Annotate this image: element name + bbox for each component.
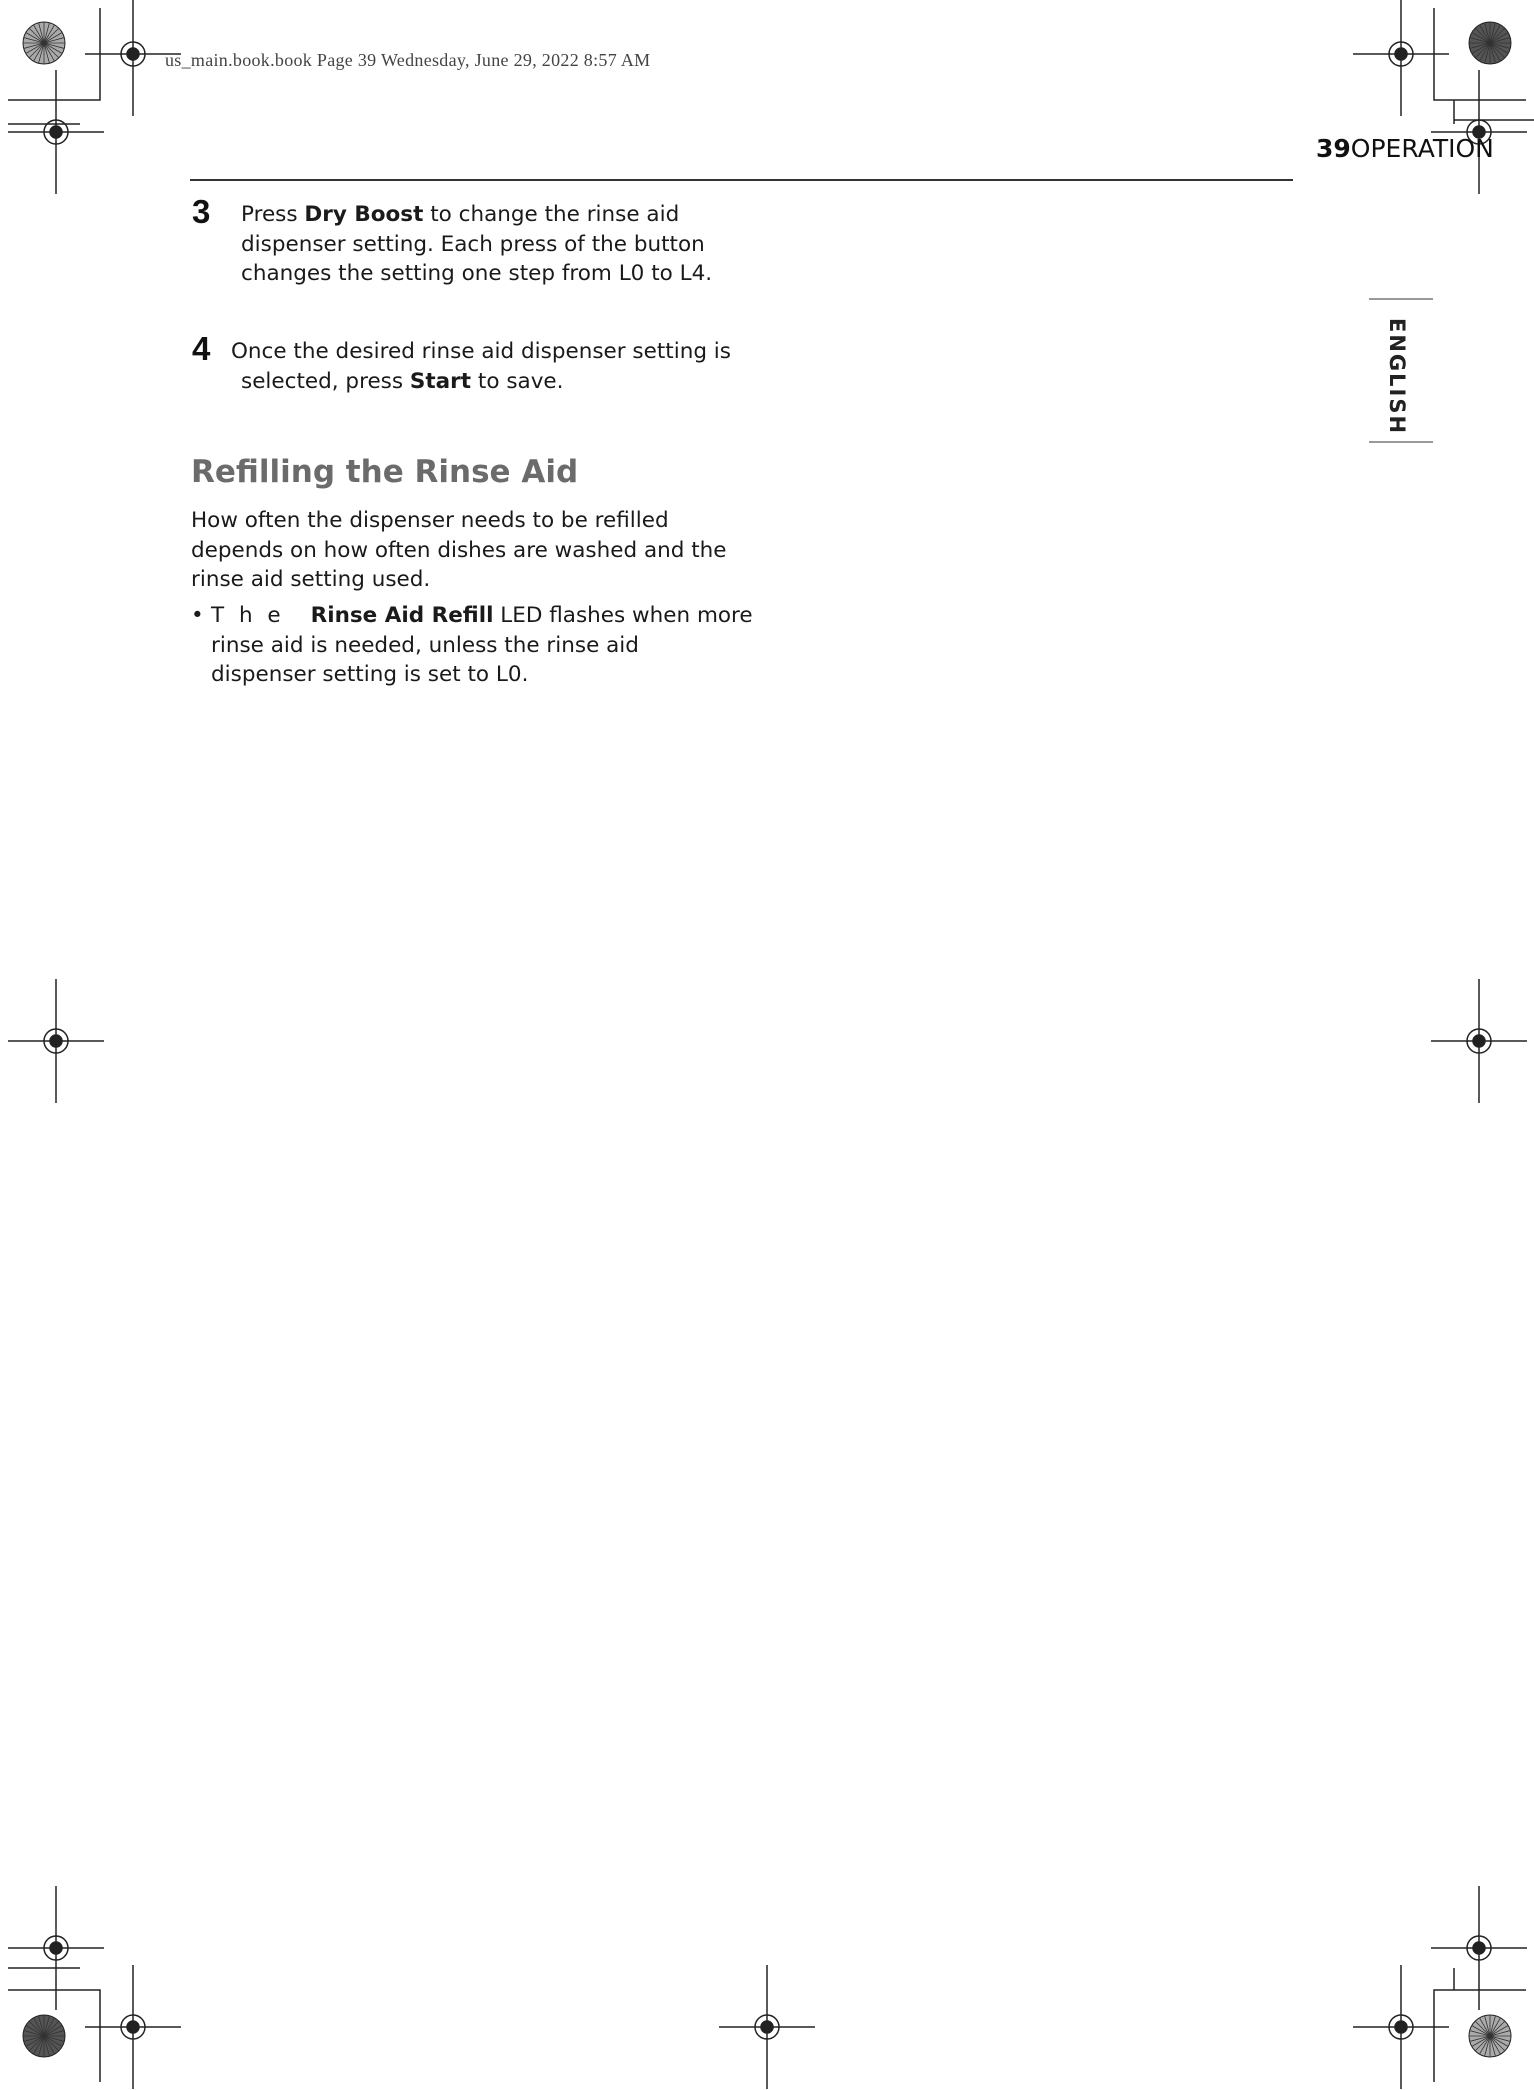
section-body: How often the dispenser needs to be refilled depends on how often dishes are washed and the rinse aid setting used. (191, 508, 727, 592)
registration-target-icon (23, 22, 65, 64)
crosshair-icon (1431, 70, 1527, 194)
crosshair-icon (8, 979, 104, 1103)
language-tab-top-rule (1369, 298, 1433, 300)
registration-target-icon (23, 2015, 65, 2057)
step-3-text: Press Dry Boost to change the rinse aid dispenser setting. Each press of the button changes the setting one step from L0 to L4. (241, 202, 713, 286)
bullet-item: • T h e Rinse Aid Refill LED flashes when more rinse aid is needed, unless the rinse aid dispenser setting is set to L0. (191, 603, 753, 687)
section-heading: Refilling the Rinse Aid (191, 454, 579, 490)
crosshair-icon (1431, 979, 1527, 1103)
page-number: 39 (1316, 134, 1351, 163)
section-name: OPERATION (1350, 134, 1494, 163)
step-number: 3 (192, 193, 211, 230)
registration-target-icon (1469, 22, 1511, 64)
running-head (1316, 134, 1494, 163)
language-tab-bottom-rule (1369, 441, 1433, 443)
language-tab (1385, 318, 1419, 436)
header-rule (190, 179, 1293, 181)
crosshair-icon (719, 1965, 815, 2089)
crosshair-icon (8, 1886, 104, 2010)
crosshair-icon (8, 70, 104, 194)
crosshair-icon (1431, 1886, 1527, 2010)
step-4-text: Once the desired rinse aid dispenser setting is selected, press Start to save. (231, 339, 731, 394)
file-slug: us_main.book.book Page 39 Wednesday, June 29, 2022 8:57 AM (165, 50, 651, 70)
registration-target-icon (1469, 2015, 1511, 2057)
language-label: ENGLISH (1385, 318, 1409, 436)
step-number: 4 (192, 330, 211, 367)
